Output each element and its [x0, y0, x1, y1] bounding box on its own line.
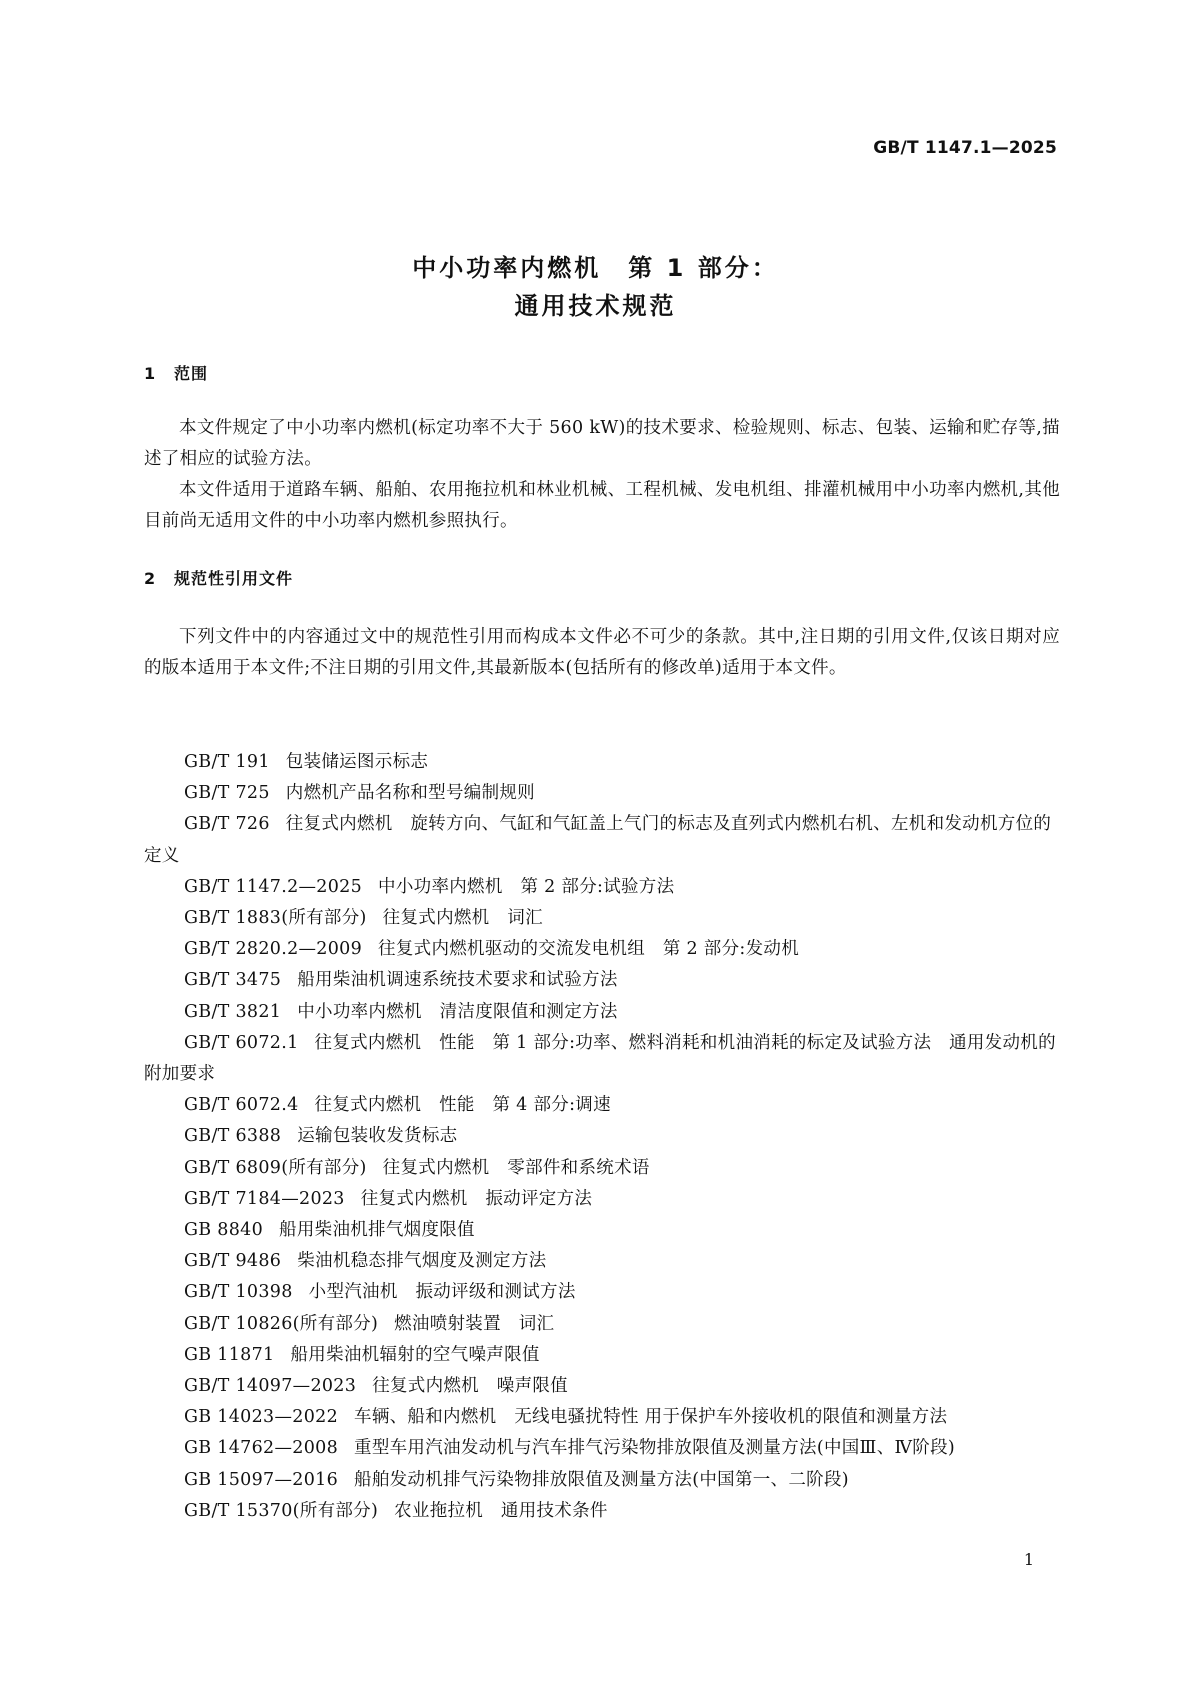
reference-title: 运输包装收发货标志	[297, 1126, 458, 1147]
reference-item	[144, 965, 1060, 996]
reference-item	[144, 1371, 1060, 1402]
reference-item	[144, 997, 1060, 1028]
reference-code: GB 14023—2022	[184, 1407, 339, 1428]
reference-item	[144, 903, 1060, 934]
reference-item	[144, 1433, 1060, 1464]
reference-item	[144, 1465, 1060, 1496]
reference-code: GB 8840	[184, 1220, 264, 1241]
reference-title: 船用柴油机排气烟度限值	[279, 1220, 475, 1241]
reference-title: 往复式内燃机 振动评定方法	[360, 1188, 593, 1209]
reference-code: GB/T 7184—2023	[184, 1188, 345, 1209]
reference-item	[144, 1496, 1060, 1527]
reference-code: GB/T 14097—2023	[184, 1376, 357, 1397]
reference-title: 船舶发动机排气污染物排放限值及测量方法(中国第一、二阶段)	[354, 1469, 849, 1490]
reference-item	[144, 1215, 1060, 1246]
document-title-line-1: 中小功率内燃机 第 1 部分：	[412, 254, 779, 282]
reference-title: 车辆、船和内燃机 无线电骚扰特性 用于保护车外接收机的限值和测量方法	[354, 1407, 948, 1428]
reference-item	[144, 1153, 1060, 1184]
reference-title: 往复式内燃机 性能 第 4 部分:调速	[314, 1095, 611, 1116]
section-number: 1	[144, 364, 157, 383]
reference-code: GB/T 726	[184, 814, 270, 835]
reference-item	[144, 778, 1060, 809]
reference-title: 小型汽油机 振动评级和测试方法	[308, 1282, 576, 1303]
reference-code: GB/T 725	[184, 783, 270, 804]
reference-code: GB/T 10398	[184, 1282, 293, 1303]
standard-code: GB/T 1147.1—2025	[873, 138, 1057, 158]
scope-paragraph: 本文件适用于道路车辆、船舶、农用拖拉机和林业机械、工程机械、发电机组、排灌机械用中小功率内燃机,其他目前尚无适用文件的中小功率内燃机参照执行。	[144, 480, 1060, 531]
reference-item	[144, 1090, 1060, 1121]
reference-item	[144, 809, 1060, 871]
reference-item	[144, 934, 1060, 965]
reference-item	[144, 747, 1060, 778]
reference-title: 往复式内燃机 旋转方向、气缸和气缸盖上气门的标志及直列式内燃机右机、左机和发动机方位的定义	[144, 814, 1052, 866]
reference-item	[144, 1246, 1060, 1277]
reference-code: GB/T 6809(所有部分)	[184, 1157, 367, 1178]
reference-list	[144, 747, 1060, 1527]
reference-title: 农业拖拉机 通用技术条件	[394, 1500, 608, 1521]
reference-code: GB/T 3821	[184, 1001, 282, 1022]
reference-code: GB/T 1147.2—2025	[184, 876, 363, 897]
reference-code: GB/T 6072.4	[184, 1095, 299, 1116]
reference-item	[144, 1402, 1060, 1433]
reference-item	[144, 1309, 1060, 1340]
section-title: 范围	[174, 364, 209, 383]
scope-paragraph: 本文件规定了中小功率内燃机(标定功率不大于 560 kW)的技术要求、检验规则、标志、包装、运输和贮存等,描述了相应的试验方法。	[144, 418, 1060, 469]
reference-title: 燃油喷射装置 词汇	[394, 1313, 555, 1334]
reference-code: GB/T 2820.2—2009	[184, 939, 363, 960]
reference-title: 往复式内燃机驱动的交流发电机组 第 2 部分:发动机	[378, 939, 800, 960]
reference-code: GB 11871	[184, 1344, 275, 1365]
reference-item	[144, 1277, 1060, 1308]
reference-title: 往复式内燃机 性能 第 1 部分:功率、燃料消耗和机油消耗的标定及试验方法 通用发动机的附加要求	[144, 1032, 1056, 1085]
reference-code: GB/T 191	[184, 752, 270, 772]
reference-title: 往复式内燃机 噪声限值	[372, 1376, 568, 1397]
section-number: 2	[144, 569, 157, 588]
reference-title: 往复式内燃机 词汇	[382, 908, 543, 929]
reference-code: GB/T 6388	[184, 1126, 282, 1147]
reference-item	[144, 1340, 1060, 1371]
document-title-line-2: 通用技术规范	[514, 292, 677, 320]
reference-title: 重型车用汽油发动机与汽车排气污染物排放限值及测量方法(中国Ⅲ、Ⅳ阶段)	[354, 1438, 956, 1459]
reference-code: GB/T 3475	[184, 970, 282, 991]
reference-code: GB 14762—2008	[184, 1438, 339, 1459]
section-title: 规范性引用文件	[174, 569, 294, 588]
reference-item	[144, 872, 1060, 903]
references-intro-paragraph: 下列文件中的内容通过文中的规范性引用而构成本文件必不可少的条款。其中,注日期的引用文件,仅该日期对应的版本适用于本文件;不注日期的引用文件,其最新版本(包括所有的修改单)适用于本文件。	[144, 627, 1060, 678]
reference-item	[144, 1184, 1060, 1215]
page-number: 1	[1023, 1550, 1034, 1569]
reference-title: 往复式内燃机 零部件和系统术语	[382, 1157, 650, 1178]
reference-title: 中小功率内燃机 第 2 部分:试验方法	[378, 876, 675, 897]
reference-title: 包装储运图示标志	[285, 752, 429, 772]
reference-code: GB/T 1883(所有部分)	[184, 908, 367, 929]
section-heading-normative-references	[144, 566, 293, 589]
reference-title: 中小功率内燃机 清洁度限值和测定方法	[297, 1001, 618, 1022]
reference-title: 船用柴油机辐射的空气噪声限值	[290, 1344, 540, 1365]
reference-code: GB/T 6072.1	[184, 1032, 299, 1053]
reference-code: GB/T 10826(所有部分)	[184, 1313, 379, 1334]
reference-code: GB/T 15370(所有部分)	[184, 1500, 379, 1521]
reference-title: 内燃机产品名称和型号编制规则	[285, 783, 535, 804]
section-heading-scope	[144, 361, 208, 384]
reference-title: 船用柴油机调速系统技术要求和试验方法	[297, 970, 618, 991]
reference-item	[144, 1121, 1060, 1152]
reference-code: GB 15097—2016	[184, 1469, 339, 1490]
reference-item	[144, 1028, 1060, 1090]
reference-code: GB/T 9486	[184, 1251, 282, 1272]
reference-title: 柴油机稳态排气烟度及测定方法	[297, 1251, 547, 1272]
